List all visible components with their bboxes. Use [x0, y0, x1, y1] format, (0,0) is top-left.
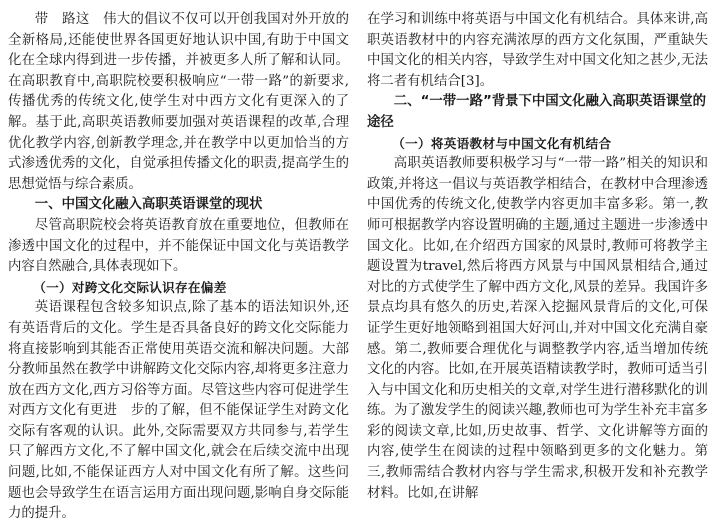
textbook-paragraph: 高职英语教师要积极学习与“一带一路”相关的知识和政策,并将这一倡议与英语教学相结合，在教材中合理渗透中国优秀的传统文化,使教学内容更加丰富多彩。第一,教师可根据教学内容设置明确的主题,通过主题进一步渗透中国文化。比如,在介绍西方国家的风景时,教师可将教学主题设置为travel,然后将西方风景与中国风景相结合,通过对比的方式使学生了解中西方文化,风景的差异。我国许多景点均具有悠久的历史,若深入挖掘风景背后的文化,可保证学生更好地领略到祖国大好河山,并对中国文化充满自豪感。第二,教师要合理优化与调整教学内容,适当增加传统文化的内容。比如,在开展英语精读教学时，教师可适当引入与中国文化和历史相关的文章,对学生进行潜移默化的训练。为了激发学生的阅读兴趣,教师也可为学生补充丰富多彩的阅读文章,比如,历史故事、哲学、文化讲解等方面的内容,使学生在阅读的过程中领略到更多的文化魅力。第三,教师需结合教材内容与学生需求,积极开发和补充教学材料。比如,在讲解: [367, 156, 708, 501]
section-heading-approaches: 二、“一带一路”背景下中国文化融入高职英语课堂的途径: [367, 94, 706, 130]
subsection-heading-textbook: （一）将英语教材与中国文化有机结合: [392, 135, 612, 151]
left-column: [8, 10, 349, 525]
continued-paragraph: 在学习和训练中将英语与中国文化有机结合。具体来讲,高职英语教材中的内容充满浓厚的西方文化氛围，严重缺失中国文化的相关内容，导致学生对中国文化知之甚少,无法将二者有机结合[3]。: [367, 12, 708, 89]
subsection-heading-intercultural: （一）对跨文化交际认识存在偏差: [33, 279, 227, 295]
intro-paragraph: 带 路这 伟大的倡议不仅可以开创我国对外开放的全新格局,还能使世界各国更好地认识中国,有助于中国文化在全球内得到进一步传播，并被更多人所了解和认同。在高职教育中,高职院校要积极响应“一带一路”的新要求,传播优秀的传统文化,使学生对中西方文化有更深入的了解。基于此,高职英语教师要加强对英语课程的改革,合理优化教学内容,创新教学理念,并在教学中以更加恰当的方式渗透优秀的文化，自觉承担传播文化的职责,提高学生的思想觉悟与综合素质。: [8, 12, 349, 192]
intercultural-paragraph: 英语课程包含较多知识点,除了基本的语法知识外,还有英语背后的文化。学生是否具备良好的跨文化交际能力将直接影响到其能否正常使用英语交流和解决问题。大部分教师虽然在教学中讲解跨文化交际内容,却将更多注意力放在西方文化,西方习俗等方面。尽管这些内容可促进学生对西方文化有更进 步的了解，但不能保证学生对跨文化交际有客观的认识。此外,交际需要双方共同参与,若学生只了解西方文化,不了解中国文化,就会在后续交流中出现问题,比如,不能保证西方人对中国文化有所了解。这些问题也会导致学生在语言运用方面出现问题,影响自身交际能力的提升。: [8, 300, 349, 522]
right-column: [367, 10, 708, 504]
status-intro-paragraph: 尽管高职院校会将英语教育放在重要地位，但教师在渗透中国文化的过程中，并不能保证中国文化与英语教学内容自然融合,具体表现如下。: [8, 217, 349, 275]
section-heading-current-status: 一、中国文化融入高职英语课堂的现状: [34, 197, 263, 213]
